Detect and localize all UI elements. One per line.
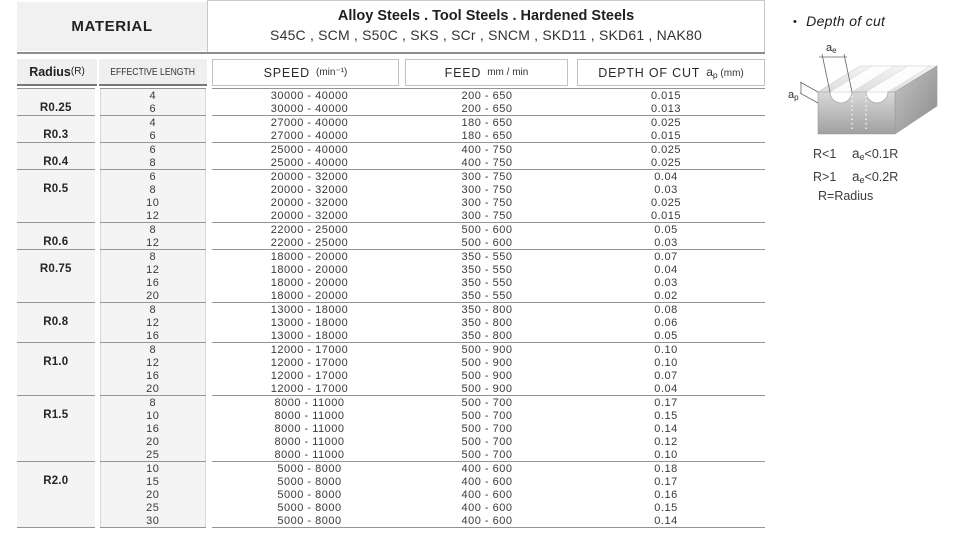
speed-cell: 27000 - 40000 (209, 116, 407, 130)
len-cell: 4 (97, 116, 209, 130)
table-row (17, 409, 765, 422)
len-cell: 12 (97, 316, 209, 329)
table-row (17, 89, 765, 103)
depth-cell: 0.03 (654, 183, 678, 196)
len-cell: 12 (97, 263, 209, 276)
depth-label: DEPTH OF CUT (598, 65, 701, 80)
len-cell: 8 (97, 223, 209, 237)
radius-group-cell: R0.25 (17, 89, 97, 116)
len-cell: 6 (97, 143, 209, 157)
len-cell: 16 (97, 276, 209, 289)
feed-cell: 400 - 600 (461, 475, 513, 488)
len-cell: 20 (97, 289, 209, 303)
speed-cell: 18000 - 20000 (270, 263, 349, 276)
table-row (17, 129, 765, 143)
len-cell: 8 (97, 303, 209, 317)
feed-cell: 400 - 600 (407, 462, 567, 476)
radius-group-cell: R1.0 (17, 343, 97, 396)
feed-cell: 500 - 900 (407, 343, 567, 357)
feed-cell: 350 - 800 (407, 303, 567, 317)
len-cell: 6 (97, 102, 209, 116)
depth-cell: 0.05 (654, 329, 678, 342)
table-row (17, 223, 765, 237)
feed-cell: 400 - 750 (461, 156, 513, 169)
speed-cell: 27000 - 40000 (270, 129, 349, 142)
len-cell: 25 (97, 448, 209, 462)
len-cell: 16 (97, 422, 209, 435)
len-cell: 20 (97, 435, 209, 448)
feed-cell: 350 - 550 (461, 276, 513, 289)
depth-cell: 0.10 (567, 343, 765, 357)
table-row (17, 250, 765, 264)
feed-cell: 300 - 750 (407, 170, 567, 184)
depth-cell: 0.14 (567, 514, 765, 528)
depth-cell: 0.17 (567, 396, 765, 410)
feed-cell: 350 - 800 (461, 316, 513, 329)
feed-cell: 350 - 550 (461, 263, 513, 276)
radius-group-cell: R0.5 (17, 170, 97, 223)
speed-cell: 5000 - 8000 (209, 462, 407, 476)
table-row (17, 501, 765, 514)
block-front-face (818, 92, 895, 134)
feed-cell: 500 - 600 (461, 236, 513, 249)
feed-cell: 350 - 550 (461, 289, 513, 302)
len-cell: 10 (97, 196, 209, 209)
radius-group-cell: R0.8 (17, 303, 97, 343)
speed-cell: 18000 - 20000 (270, 289, 349, 302)
feed-cell: 400 - 600 (461, 488, 513, 501)
column-header-depth-of-cut (577, 59, 765, 86)
table-row (17, 396, 765, 410)
len-cell: 8 (97, 183, 209, 196)
len-cell: 10 (97, 409, 209, 422)
radius-group-cell: R0.4 (17, 143, 97, 170)
feed-cell: 400 - 600 (407, 514, 567, 528)
feed-cell: 500 - 600 (407, 223, 567, 237)
ap-extension-line (800, 82, 818, 92)
depth-unit: (mm) (720, 68, 744, 79)
speed-cell: 18000 - 20000 (270, 276, 349, 289)
table-row (17, 488, 765, 501)
depth-of-cut-title: Depth of cut (806, 13, 886, 29)
depth-cell: 0.013 (650, 102, 682, 115)
depth-of-cut-diagram (788, 40, 950, 144)
radius-group-cell: R0.6 (17, 223, 97, 250)
depth-notes (813, 146, 898, 192)
feed-cell: 500 - 700 (461, 435, 513, 448)
table-row (17, 276, 765, 289)
speed-cell: 5000 - 8000 (277, 475, 342, 488)
depth-cell: 0.06 (654, 316, 678, 329)
cutting-conditions-table (17, 88, 765, 528)
depth-cell: 0.16 (654, 488, 678, 501)
depth-cell: 0.015 (567, 89, 765, 103)
len-cell: 30 (97, 514, 209, 528)
depth-cell: 0.17 (654, 475, 678, 488)
table-row (17, 329, 765, 343)
speed-cell: 13000 - 18000 (209, 303, 407, 317)
depth-cell: 0.02 (654, 289, 678, 302)
speed-cell: 12000 - 17000 (209, 343, 407, 357)
feed-cell: 180 - 650 (461, 129, 513, 142)
speed-label: SPEED (263, 65, 310, 80)
speed-cell: 13000 - 18000 (270, 329, 349, 342)
table-row (17, 263, 765, 276)
speed-cell: 13000 - 18000 (270, 316, 349, 329)
speed-cell: 30000 - 40000 (209, 89, 407, 103)
feed-cell: 300 - 750 (461, 196, 513, 209)
ae-label: ae (826, 42, 837, 55)
len-cell: 25 (97, 501, 209, 514)
depth-cell: 0.04 (654, 382, 678, 395)
len-cell: 15 (97, 475, 209, 488)
speed-cell: 20000 - 32000 (270, 196, 349, 209)
column-header-radius (17, 59, 97, 86)
table-row (17, 289, 765, 303)
table-row (17, 462, 765, 476)
feed-cell: 200 - 650 (461, 102, 513, 115)
speed-cell: 12000 - 17000 (270, 382, 349, 395)
speed-cell: 8000 - 11000 (274, 409, 345, 422)
table-row (17, 475, 765, 488)
len-cell: 8 (97, 396, 209, 410)
depth-note: R<1 ae<0.1R (813, 146, 899, 162)
len-cell: 12 (97, 236, 209, 250)
len-cell: 12 (97, 356, 209, 369)
depth-cell: 0.03 (654, 276, 678, 289)
len-cell: 16 (97, 369, 209, 382)
depth-symbol: $a_p$ (mm) (706, 65, 744, 80)
radius-group-cell: R0.3 (17, 116, 97, 143)
depth-cell: 0.04 (654, 263, 678, 276)
feed-cell: 350 - 550 (407, 250, 567, 264)
column-header-speed (212, 59, 399, 86)
speed-cell: 25000 - 40000 (270, 156, 349, 169)
speed-cell: 18000 - 20000 (209, 250, 407, 264)
depth-of-cut-heading (793, 13, 885, 29)
feed-unit: mm / min (487, 67, 529, 78)
table-row (17, 369, 765, 382)
len-cell: 8 (97, 250, 209, 264)
len-cell: 6 (97, 129, 209, 143)
radius-label: Radius (29, 64, 71, 79)
len-cell: 10 (97, 462, 209, 476)
table-row (17, 196, 765, 209)
feed-cell: 500 - 900 (461, 382, 513, 395)
speed-cell: 12000 - 17000 (270, 356, 349, 369)
table-row (17, 236, 765, 250)
material-label: MATERIAL (71, 18, 153, 35)
feed-cell: 300 - 750 (461, 183, 513, 196)
radius-group-cell: R0.75 (17, 250, 97, 303)
len-cell: 4 (97, 89, 209, 103)
feed-cell: 400 - 750 (407, 143, 567, 157)
feed-cell: 500 - 900 (461, 356, 513, 369)
speed-cell: 22000 - 25000 (270, 236, 349, 249)
steel-grades-list: S45C , SCM , S50C , SKS , SCr , SNCM , SKD11 , SKD61 , NAK80 (270, 27, 702, 43)
feed-cell: 200 - 650 (407, 89, 567, 103)
table-row (17, 170, 765, 184)
steel-types-header (207, 0, 765, 52)
speed-cell: 20000 - 32000 (209, 170, 407, 184)
feed-cell: 500 - 700 (461, 422, 513, 435)
effective-length-label: EFFECTIVE LENGTH (110, 65, 196, 78)
depth-cell: 0.03 (654, 236, 678, 249)
table-row (17, 183, 765, 196)
depth-note: R>1 ae<0.2R (813, 169, 899, 185)
table-row (17, 303, 765, 317)
radius-suffix: (R) (70, 66, 85, 77)
depth-cell: 0.025 (650, 156, 682, 169)
depth-cell: 0.15 (654, 409, 678, 422)
speed-cell: 22000 - 25000 (209, 223, 407, 237)
depth-cell: 0.14 (654, 422, 678, 435)
table-row (17, 156, 765, 170)
speed-cell: 5000 - 8000 (277, 501, 342, 514)
feed-cell: 180 - 650 (407, 116, 567, 130)
len-cell: 6 (97, 170, 209, 184)
depth-cell: 0.05 (567, 223, 765, 237)
depth-cell: 0.18 (567, 462, 765, 476)
depth-cell: 0.025 (650, 196, 682, 209)
table-row (17, 102, 765, 116)
radius-group-cell: R1.5 (17, 396, 97, 462)
column-header-effective-length (99, 59, 207, 86)
depth-cell: 0.025 (567, 143, 765, 157)
radius-legend: R=Radius (818, 189, 874, 203)
table-row (17, 422, 765, 435)
feed-cell: 300 - 750 (461, 209, 513, 222)
speed-cell: 12000 - 17000 (270, 369, 349, 382)
ap-label: ap (788, 89, 799, 102)
header-divider (17, 52, 765, 54)
feed-cell: 400 - 600 (461, 501, 513, 514)
speed-cell: 8000 - 11000 (274, 435, 345, 448)
depth-cell: 0.025 (567, 116, 765, 130)
feed-cell: 500 - 700 (461, 448, 513, 461)
table-row (17, 209, 765, 223)
depth-cell: 0.015 (650, 209, 682, 222)
table-row (17, 448, 765, 462)
speed-cell: 5000 - 8000 (277, 488, 342, 501)
steel-types-title: Alloy Steels . Tool Steels . Hardened Steels (337, 8, 635, 24)
column-header-feed (405, 59, 568, 86)
depth-cell: 0.10 (654, 356, 678, 369)
depth-cell: 0.08 (567, 303, 765, 317)
ae-extension-line (822, 54, 830, 92)
len-cell: 16 (97, 329, 209, 343)
feed-cell: 500 - 700 (461, 409, 513, 422)
depth-cell: 0.07 (567, 250, 765, 264)
depth-cell: 0.10 (654, 448, 678, 461)
depth-cell: 0.07 (654, 369, 678, 382)
depth-cell: 0.15 (654, 501, 678, 514)
radius-group-cell: R2.0 (17, 462, 97, 528)
len-cell: 20 (97, 488, 209, 501)
table-body (17, 89, 765, 528)
bullet-icon: • (793, 16, 798, 28)
len-cell: 8 (97, 156, 209, 170)
table-row (17, 356, 765, 369)
table-row (17, 316, 765, 329)
depth-cell: 0.12 (654, 435, 678, 448)
feed-cell: 350 - 800 (461, 329, 513, 342)
len-cell: 8 (97, 343, 209, 357)
speed-cell: 8000 - 11000 (274, 448, 345, 461)
feed-label: FEED (444, 65, 482, 80)
material-header (17, 2, 207, 51)
len-cell: 20 (97, 382, 209, 396)
speed-cell: 20000 - 32000 (270, 183, 349, 196)
len-cell: 12 (97, 209, 209, 223)
table-row (17, 382, 765, 396)
table-row (17, 514, 765, 528)
speed-cell: 25000 - 40000 (209, 143, 407, 157)
speed-cell: 5000 - 8000 (209, 514, 407, 528)
feed-cell: 500 - 700 (407, 396, 567, 410)
ap-extension-line (800, 93, 818, 103)
speed-cell: 8000 - 11000 (274, 422, 345, 435)
feed-cell: 500 - 900 (461, 369, 513, 382)
table-row (17, 143, 765, 157)
speed-unit: (min⁻¹) (316, 67, 348, 78)
table-row (17, 116, 765, 130)
depth-cell: 0.04 (567, 170, 765, 184)
speed-cell: 20000 - 32000 (270, 209, 349, 222)
table-row (17, 435, 765, 448)
speed-cell: 8000 - 11000 (209, 396, 407, 410)
column-header-row (17, 59, 765, 88)
table-row (17, 343, 765, 357)
depth-cell: 0.015 (650, 129, 682, 142)
speed-cell: 30000 - 40000 (270, 102, 349, 115)
